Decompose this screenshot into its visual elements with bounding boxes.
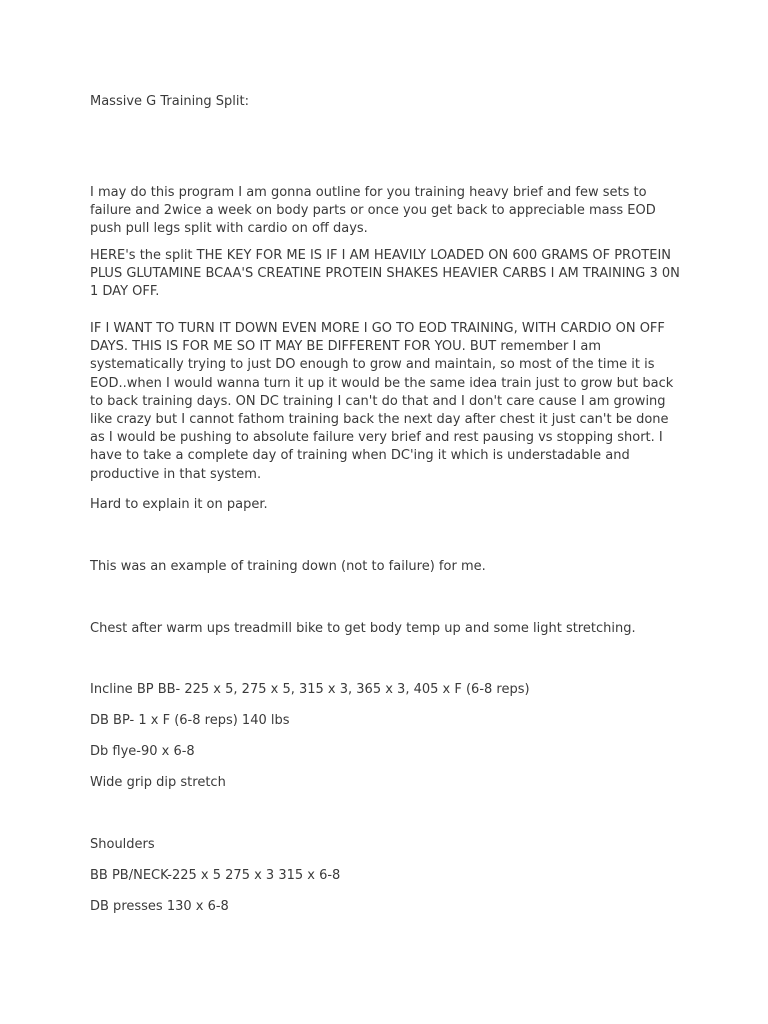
paragraph-example: This was an example of training down (not to failure) for me. [90,559,486,574]
paragraph-chest-warmup: Chest after warm ups treadmill bike to get body temp up and some light stretching. [90,621,636,636]
paragraph-split: HERE's the split THE KEY FOR ME IS IF I AM HEAVILY LOADED ON 600 GRAMS OF PROTEIN PLUS GLUTAMINE BCAA'S CREATINE PROTEIN SHAKES HEAVIER CARBS I AM TRAINING 3 0N 1 DAY OFF. [90,248,680,300]
shoulders-heading: Shoulders [90,837,155,852]
paragraph-intro: I may do this program I am gonna outline for you training heavy brief and few sets to failure and 2wice a week on body parts or once you get back to appreciable mass EOD push pull legs split with cardio on off days. [90,185,656,237]
paragraph-hard-to-explain: Hard to explain it on paper. [90,497,268,512]
chest-exercise-flye: Db flye-90 x 6-8 [90,744,195,759]
shoulders-exercise-db: DB presses 130 x 6-8 [90,899,229,914]
chest-exercise-incline: Incline BP BB- 225 x 5, 275 x 5, 315 x 3, 365 x 3, 405 x F (6-8 reps) [90,682,530,697]
chest-exercise-db-bp: DB BP- 1 x F (6-8 reps) 140 lbs [90,713,290,728]
paragraph-eod: IF I WANT TO TURN IT DOWN EVEN MORE I GO TO EOD TRAINING, WITH CARDIO ON OFF DAYS. THIS IS FOR ME SO IT MAY BE DIFFERENT FOR YOU. BUT remember I am systematically trying to just DO enough to grow and maintain, so most of the time it is EOD..when I would wanna turn it up it would be the same idea train just to grow but back to back training days. ON DC training I can't do that and I don't care cause I am growing like crazy but I cannot fathom training back the next day after chest it just can't be done as I would be pushing to absolute failure very brief and rest pausing vs stopping short. I have to take a complete day of training when DC'ing it which is understadable and productive in that system. [90,321,674,482]
chest-exercise-dip: Wide grip dip stretch [90,775,226,790]
shoulders-exercise-bb: BB PB/NECK-225 x 5 275 x 3 315 x 6-8 [90,868,341,883]
document-title: Massive G Training Split: [90,94,250,109]
